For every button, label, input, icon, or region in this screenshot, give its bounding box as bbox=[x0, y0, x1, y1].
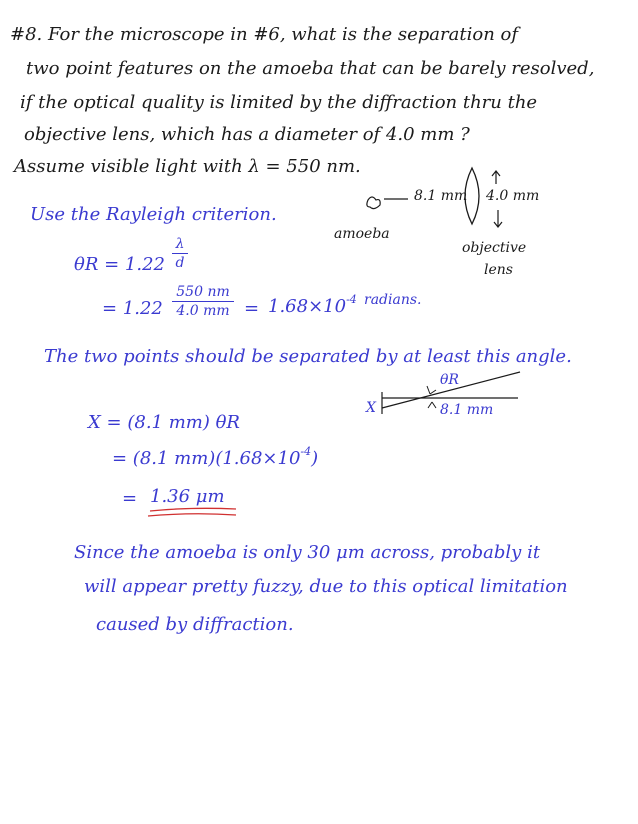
lambda-over-d bbox=[172, 236, 188, 271]
theta-result-value: 1.68×10 bbox=[268, 296, 347, 317]
x-result-prefix: = bbox=[122, 488, 138, 509]
fig-theta-arrow bbox=[427, 386, 436, 394]
theta-result-exp: -4 bbox=[346, 293, 357, 306]
lens-label-2: lens bbox=[484, 262, 513, 278]
lens-label-1: objective bbox=[462, 240, 527, 256]
d-symbol: d bbox=[175, 255, 185, 271]
fig-theta-label: θR bbox=[440, 372, 459, 388]
line2-prefix: = 1.22 bbox=[102, 298, 163, 319]
fig-x-label: X bbox=[366, 400, 376, 416]
problem-line-5: Assume visible light with λ = 550 nm. bbox=[14, 156, 361, 177]
answer-underline bbox=[150, 508, 236, 511]
conclusion-line-3: caused by diffraction. bbox=[96, 614, 294, 635]
theta-result-unit: radians. bbox=[364, 292, 422, 308]
fig-dist-label: 8.1 mm bbox=[440, 402, 494, 418]
conclusion-line-1: Since the amoeba is only 30 μm across, probably it bbox=[74, 542, 541, 563]
x-equation-2-exp: -4 bbox=[300, 445, 312, 458]
angle-statement: The two points should be separated by at least this angle. bbox=[44, 346, 572, 367]
theta-result bbox=[268, 293, 357, 317]
lambda-symbol: λ bbox=[175, 236, 185, 252]
eq-sign: = bbox=[244, 298, 260, 319]
solution-intro: Use the Rayleigh criterion. bbox=[30, 204, 277, 225]
x-equation-1: X = (8.1 mm) θR bbox=[88, 412, 240, 433]
amoeba-blob bbox=[367, 197, 380, 209]
amoeba-label: amoeba bbox=[334, 226, 390, 242]
x-result: 1.36 μm bbox=[150, 486, 225, 507]
x-equation-2-main: = (8.1 mm)(1.68×10 bbox=[112, 448, 301, 469]
numeric-fraction bbox=[172, 284, 234, 319]
x-equation-2-end: ) bbox=[311, 448, 319, 469]
conclusion-line-2: will appear pretty fuzzy, due to this optical limitation bbox=[84, 576, 568, 597]
problem-line-3: if the optical quality is limited by the diffraction thru the bbox=[20, 92, 538, 113]
fig-dist-arrow bbox=[428, 402, 436, 408]
problem-line-1: #8. For the microscope in #6, what is the separation of bbox=[10, 24, 519, 45]
distance-label: 8.1 mm bbox=[414, 188, 468, 204]
diameter-label: 4.0 mm bbox=[486, 188, 540, 204]
num-550: 550 nm bbox=[176, 284, 230, 300]
problem-line-4: objective lens, which has a diameter of 4.0 mm ? bbox=[24, 124, 470, 145]
x-equation-2 bbox=[112, 445, 319, 469]
den-4: 4.0 mm bbox=[176, 303, 230, 319]
problem-line-2: two point features on the amoeba that can be barely resolved, bbox=[26, 58, 595, 79]
theta-lhs: θR = 1.22 bbox=[74, 254, 165, 275]
